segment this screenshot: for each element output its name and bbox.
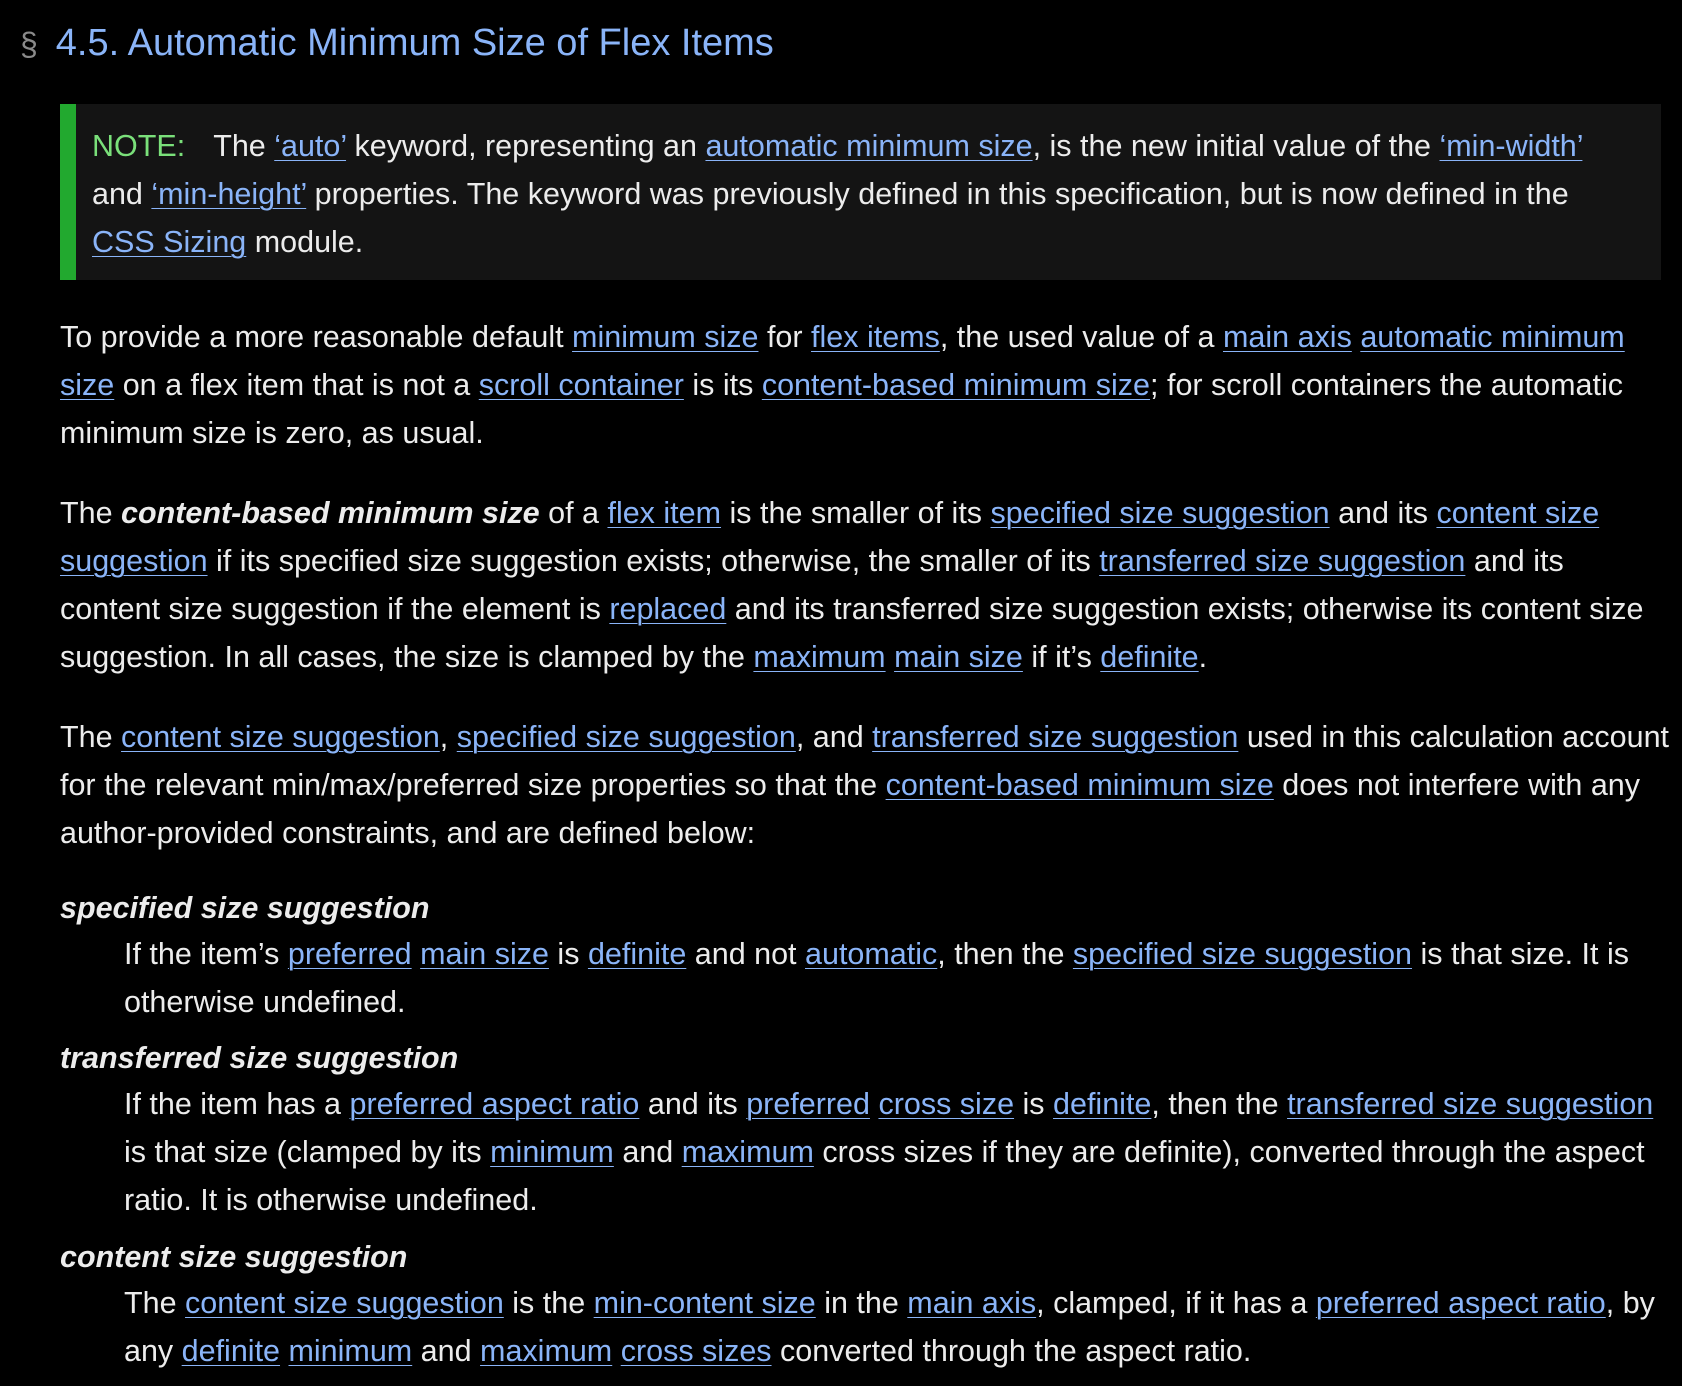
note-text: , is the new initial value of the [1032, 129, 1440, 163]
link-cross-sizes[interactable]: cross sizes [620, 1334, 772, 1368]
text: is the [503, 1286, 594, 1320]
paragraph-suggestions-intro [60, 713, 1670, 857]
text: is [1014, 1087, 1054, 1121]
text: and its content size suggestion if the element is [60, 544, 1564, 626]
link-transferred-size-suggestion[interactable]: transferred size suggestion [1099, 544, 1466, 578]
link-replaced[interactable]: replaced [609, 592, 727, 626]
link-transferred-size-suggestion[interactable]: transferred size suggestion [1287, 1087, 1654, 1121]
text: To provide a more reasonable default [60, 320, 573, 354]
text: , by any [124, 1286, 1655, 1368]
definition-description [124, 1279, 1670, 1375]
text: If the item’s [124, 937, 288, 971]
link-minimum[interactable]: minimum [490, 1135, 614, 1169]
text: if it’s [1022, 640, 1101, 674]
link-definite[interactable]: definite [1053, 1087, 1152, 1121]
link-css-sizing[interactable]: CSS Sizing [92, 225, 247, 259]
section-title: 4.5. Automatic Minimum Size of Flex Items [55, 22, 774, 64]
link-minimum-size[interactable]: minimum size [572, 320, 759, 354]
link-maximum[interactable]: maximum [681, 1135, 814, 1169]
note-label: NOTE: [92, 129, 186, 163]
term-content-based-minimum-size: content-based minimum size [121, 496, 540, 530]
text: , [439, 720, 457, 754]
link-specified-size-suggestion[interactable]: specified size suggestion [456, 720, 796, 754]
note-text: properties. The keyword was previously defined in this specification, but is now defined in the [306, 177, 1569, 211]
link-min-content-size[interactable]: min-content size [593, 1286, 816, 1320]
link-minimum[interactable]: minimum [288, 1334, 413, 1368]
text: . [1198, 640, 1208, 674]
link-preferred[interactable]: preferred [287, 937, 412, 971]
definition-transferred-size-suggestion [60, 1036, 1670, 1224]
definition-specified-size-suggestion [60, 886, 1670, 1026]
text: , then the [937, 937, 1073, 971]
text: If the item has a [124, 1087, 350, 1121]
link-definite[interactable]: definite [587, 937, 687, 971]
link-content-size-suggestion[interactable]: content size suggestion [185, 1286, 504, 1320]
link-automatic-minimum-size[interactable]: automatic minimum size [60, 320, 1625, 402]
note-text: module. [246, 225, 364, 259]
text: is [548, 937, 588, 971]
link-scroll-container[interactable]: scroll container [478, 368, 684, 402]
definition-term: transferred size suggestion [60, 1041, 459, 1075]
text: and [613, 1135, 682, 1169]
link-automatic-minimum-size[interactable]: automatic minimum size [705, 129, 1033, 163]
link-min-height[interactable]: ‘min-height’ [151, 177, 307, 211]
paragraph-content-based-minimum-size [60, 489, 1670, 681]
text: The [60, 720, 122, 754]
text: The [124, 1286, 186, 1320]
link-main-axis[interactable]: main axis [907, 1286, 1037, 1320]
link-flex-items[interactable]: flex items [811, 320, 940, 354]
text: is that size (clamped by its [124, 1135, 491, 1169]
note-box [60, 104, 1661, 280]
definition-description [124, 1080, 1670, 1224]
paragraph-default-minimum-size [60, 313, 1670, 457]
link-auto[interactable]: ‘auto’ [274, 129, 347, 163]
text: The [60, 496, 122, 530]
definition-term: specified size suggestion [60, 891, 430, 925]
text: and its transferred size suggestion exists; otherwise its content size suggestion. In all cases, the size is clamped by the [60, 592, 1644, 674]
link-automatic[interactable]: automatic [805, 937, 938, 971]
link-content-based-minimum-size[interactable]: content-based minimum size [761, 368, 1151, 402]
link-preferred[interactable]: preferred [746, 1087, 870, 1121]
text: in the [815, 1286, 908, 1320]
definition-term: content size suggestion [60, 1240, 408, 1274]
note-text: keyword, representing an [346, 129, 706, 163]
text: and not [686, 937, 806, 971]
link-definite[interactable]: definite [1100, 640, 1199, 674]
link-maximum[interactable]: maximum [753, 640, 886, 674]
link-flex-item[interactable]: flex item [607, 496, 722, 530]
link-content-size-suggestion[interactable]: content size suggestion [121, 720, 440, 754]
note-text: The [213, 129, 275, 163]
text: ; for scroll containers the automatic minimum size is zero, as usual. [60, 368, 1623, 450]
section-heading [20, 18, 774, 69]
link-main-axis[interactable]: main axis [1223, 320, 1352, 354]
text [280, 1334, 288, 1368]
note-text: and [92, 177, 152, 211]
link-min-width[interactable]: ‘min-width’ [1439, 129, 1583, 163]
link-preferred-aspect-ratio[interactable]: preferred aspect ratio [1315, 1286, 1606, 1320]
text [412, 937, 420, 971]
text: used in this calculation account for the relevant min/max/preferred size properties so that the [60, 720, 1670, 802]
section-anchor-link[interactable]: § [20, 26, 38, 62]
text [886, 640, 894, 674]
link-cross-size[interactable]: cross size [878, 1087, 1015, 1121]
text: and its [639, 1087, 747, 1121]
text: , then the [1151, 1087, 1288, 1121]
text: and [412, 1334, 481, 1368]
link-preferred-aspect-ratio[interactable]: preferred aspect ratio [349, 1087, 640, 1121]
text: is that size. It is otherwise undefined. [124, 937, 1629, 1019]
definition-description [124, 930, 1670, 1026]
text: of a [539, 496, 608, 530]
text: , the used value of a [939, 320, 1223, 354]
text: for [758, 320, 812, 354]
text [612, 1334, 620, 1368]
text: on a flex item that is not a [114, 368, 479, 402]
link-main-size[interactable]: main size [894, 640, 1023, 674]
link-specified-size-suggestion[interactable]: specified size suggestion [1072, 937, 1413, 971]
text: if its specified size suggestion exists; otherwise, the smaller of its [207, 544, 1100, 578]
link-maximum[interactable]: maximum [480, 1334, 613, 1368]
text: is the smaller of its [721, 496, 991, 530]
link-transferred-size-suggestion[interactable]: transferred size suggestion [872, 720, 1239, 754]
text: , clamped, if it has a [1036, 1286, 1316, 1320]
link-content-size-suggestion[interactable]: content size suggestion [60, 496, 1600, 578]
text: is its [683, 368, 762, 402]
text: converted through the aspect ratio. [771, 1334, 1252, 1368]
text: , and [795, 720, 873, 754]
link-content-based-minimum-size[interactable]: content-based minimum size [885, 768, 1274, 802]
text: cross sizes if they are definite), converted through the aspect ratio. It is otherwise undefined. [124, 1135, 1645, 1217]
definition-content-size-suggestion [60, 1235, 1670, 1375]
link-definite[interactable]: definite [181, 1334, 281, 1368]
text: does not interfere with any author-provided constraints, and are defined below: [60, 768, 1641, 850]
link-main-size[interactable]: main size [420, 937, 549, 971]
link-specified-size-suggestion[interactable]: specified size suggestion [990, 496, 1330, 530]
text: and its [1329, 496, 1437, 530]
